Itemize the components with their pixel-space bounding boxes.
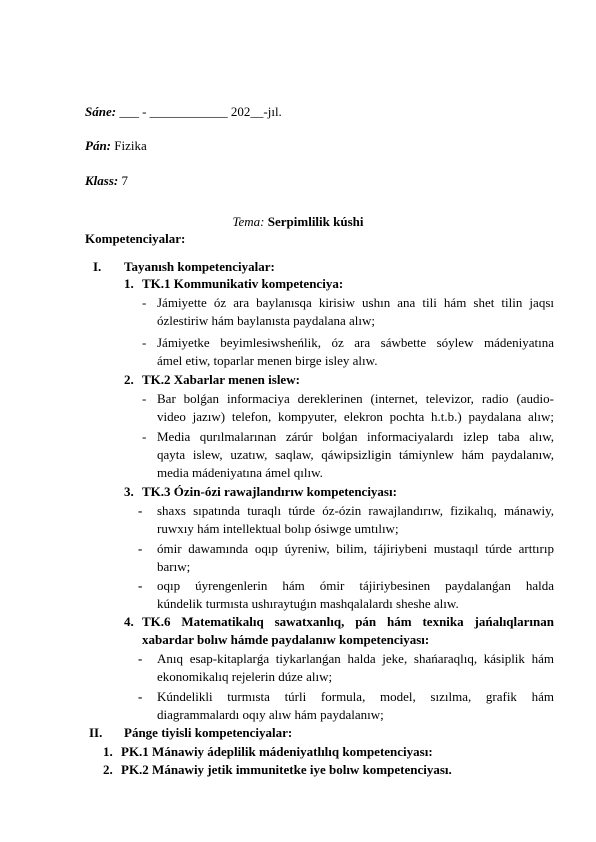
item2-num: 2. — [124, 372, 134, 387]
item1-b1-dash: - — [142, 295, 147, 310]
item3-b1-l2: ruwxıy hám intellektual bolıp ósiwge umtılıw; — [157, 521, 399, 536]
item3-title: TK.3 Ózin-ózi rawajlandırıw kompetenciyası: — [142, 484, 397, 499]
pk2-text: PK.2 Mánawiy jetik immunitetke iye bolıw kompetenciyası. — [121, 762, 452, 777]
section1-num: I. — [93, 259, 102, 274]
item2-b2-l2: qayta islew, uzatıw, saqlaw, qáwipsizligin támiynlew hám paydalanıw, — [157, 447, 554, 462]
section2-title: Pánge tiyisli kompetenciyalar: — [124, 725, 293, 740]
item2-b2-l3: media mádeniyatına ámel qılıw. — [157, 465, 323, 480]
item2-b1-dash: - — [142, 391, 147, 406]
item4-b2-l1: Kúndelikli turmısta túrli formula, model, sızılma, grafik hám — [157, 689, 554, 704]
section2-num: II. — [89, 725, 103, 740]
item2-b1-l1: Bar bolǵan informaciya dereklerinen (internet, televizor, radio (audio- — [157, 391, 554, 406]
topic-label: Tema: — [232, 214, 265, 229]
competencies-heading: Kompetenciyalar: — [85, 231, 186, 246]
item1-num: 1. — [124, 276, 134, 291]
item4-title-l2: xabardar bolıw hámde paydalanıw kompetenciyası: — [142, 632, 430, 647]
item1-b2-dash: - — [142, 335, 147, 350]
item3-b3-dash: - — [138, 578, 143, 593]
item4-b1-l2: ekonomikalıq rejelerin dúze alıw; — [157, 669, 333, 684]
item4-b2-l2: diagrammalardı oqıy alıw hám paydalanıw; — [157, 707, 384, 722]
item4-b1-l1: Anıq esap-kitaplarǵa tiykarlanǵan halda jeke, shańaraqlıq, kásiplik hám — [157, 651, 554, 666]
topic-value: Serpimlilik kúshi — [264, 214, 364, 229]
item3-b3-l2: kúndelik turmısta ushıraytuǵın mashqalalardı sheshe alıw. — [157, 596, 459, 611]
item4-b1-dash: - — [138, 651, 143, 666]
subject-line — [85, 138, 147, 154]
item1-b2-l2: ámel etiw, toparlar menen birge isley alıw. — [157, 353, 378, 368]
class-line — [85, 173, 128, 189]
item4-num: 4. — [124, 614, 134, 629]
pk2-num: 2. — [103, 762, 113, 777]
item2-b1-l2: video jazıw) telefon, kompyuter, elekron pochta h.t.b.) paydalana alıw; — [157, 409, 554, 424]
date-line — [85, 104, 282, 120]
item2-b2-l1: Media qurılmalarınan zárúr bolǵan informaciyalardı izlep taba alıw, — [157, 429, 554, 444]
item3-num: 3. — [124, 484, 134, 499]
topic-line — [0, 214, 596, 230]
item1-title: TK.1 Kommunikativ kompetenciya: — [142, 276, 344, 291]
date-label: Sáne: — [85, 104, 117, 119]
pk1-num: 1. — [103, 744, 113, 759]
subject-value: Fizika — [111, 138, 147, 153]
item3-b2-dash: - — [138, 541, 143, 556]
item1-b1-l2: ózlestiriw hám baylanısta paydalana alıw; — [157, 313, 376, 328]
item3-b1-dash: - — [138, 503, 143, 518]
subject-label: Pán: — [85, 138, 111, 153]
item3-b2-l2: barıw; — [157, 559, 191, 574]
item2-b2-dash: - — [142, 429, 147, 444]
item4-title-l1: TK.6 Matematikalıq sawatxanlıq, pán hám texnika jańalıqlarınan — [142, 614, 554, 629]
item2-title: TK.2 Xabarlar menen islew: — [142, 372, 300, 387]
item3-b2-l1: ómir dawamında oqıp úyreniw, bilim, tájiriybeni mustaqıl túrde arttırıp — [157, 541, 554, 556]
item3-b1-l1: shaxs sıpatında turaqlı túrde óz-ózin rawajlandırıw, fizikalıq, mánawiy, — [157, 503, 554, 518]
item1-b2-l1: Jámiyetke beyimlesiwsheńlik, óz ara sáwbette sóylew mádeniyatına — [157, 335, 554, 350]
class-value: 7 — [118, 173, 128, 188]
class-label: Klass: — [85, 173, 119, 188]
item3-b3-l1: oqıp úyrengenlerin hám ómir tájiriybesinen paydalanǵan halda — [157, 578, 554, 593]
section1-title: Tayanısh kompetenciyalar: — [124, 259, 275, 274]
date-value: ___ - ____________ 202__-jıl. — [116, 104, 282, 119]
item1-b1-l1: Jámiyette óz ara baylanısqa kirisiw ushın ana tili hám shet tilin jaqsı — [157, 295, 554, 310]
item4-b2-dash: - — [138, 689, 143, 704]
pk1-text: PK.1 Mánawiy ádeplilik mádeniyatlılıq kompetenciyası: — [121, 744, 433, 759]
